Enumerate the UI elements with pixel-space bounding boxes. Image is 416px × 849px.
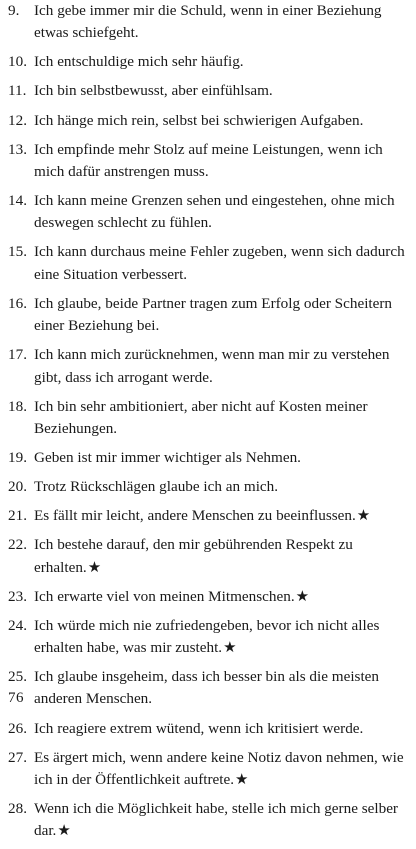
- statement-list: [8, 0, 408, 849]
- item-number: 24.: [8, 616, 27, 634]
- list-item: [8, 747, 408, 792]
- list-item: [8, 615, 408, 660]
- item-text: Ich kann durchaus meine Fehler zugeben, wenn sich dadurch eine Situation verbessert.: [34, 243, 405, 283]
- item-text: Es fällt mir leicht, andere Menschen zu beeinflussen.: [34, 507, 356, 525]
- list-item: [8, 505, 408, 527]
- item-text: Wenn ich die Möglichkeit habe, stelle ich mich gerne selber dar.: [34, 800, 398, 840]
- item-number: 13.: [8, 140, 27, 158]
- list-item: [8, 110, 408, 132]
- item-text: Ich glaube insgeheim, dass ich besser bin als die meisten anderen Menschen.: [34, 668, 380, 708]
- item-number: 25.: [8, 668, 27, 686]
- item-number: 19.: [8, 449, 27, 467]
- item-text: Ich entschuldige mich sehr häufig.: [34, 53, 244, 71]
- list-item: [8, 718, 408, 740]
- list-item: [8, 190, 408, 235]
- star-icon: ★: [223, 639, 237, 657]
- list-item: [8, 447, 408, 469]
- item-number: 10.: [8, 53, 27, 71]
- item-text: Ich bestehe darauf, den mir gebührenden Respekt zu erhalten.: [34, 536, 353, 576]
- item-text: Ich bin selbstbewusst, aber einfühlsam.: [34, 82, 273, 100]
- list-item: [8, 586, 408, 608]
- list-item: [8, 344, 408, 389]
- item-text: Ich kann meine Grenzen sehen und eingestehen, ohne mich deswegen schlecht zu fühlen.: [34, 192, 395, 232]
- item-number: 23.: [8, 587, 27, 605]
- item-number: 26.: [8, 719, 27, 737]
- item-number: 11.: [8, 82, 27, 100]
- item-number: 18.: [8, 397, 27, 415]
- list-item: [8, 293, 408, 338]
- item-number: 27.: [8, 748, 27, 766]
- item-text: Es ärgert mich, wenn andere keine Notiz davon nehmen, wie ich in der Öffentlichkeit auftrete.: [34, 748, 404, 788]
- page-number: 76: [8, 690, 24, 706]
- item-text: Ich empfinde mehr Stolz auf meine Leistungen, wenn ich mich dafür anstrengen muss.: [34, 140, 383, 180]
- item-text: Geben ist mir immer wichtiger als Nehmen.: [34, 449, 301, 467]
- item-number: 12.: [8, 111, 27, 129]
- list-item: [8, 798, 408, 843]
- item-number: 20.: [8, 478, 27, 496]
- item-text: Ich hänge mich rein, selbst bei schwierigen Aufgaben.: [34, 111, 364, 129]
- item-number: 14.: [8, 192, 27, 210]
- item-number: 15.: [8, 243, 27, 261]
- item-text: Ich würde mich nie zufriedengeben, bevor ich nicht alles erhalten habe, was mir zusteht.: [34, 616, 380, 657]
- item-text: Ich bin sehr ambitioniert, aber nicht auf Kosten meiner Beziehungen.: [34, 397, 368, 437]
- star-icon: ★: [57, 822, 71, 840]
- list-item: [8, 534, 408, 579]
- item-text: Ich kann mich zurücknehmen, wenn man mir zu verstehen gibt, dass ich arrogant werde.: [34, 346, 390, 386]
- item-number: 17.: [8, 346, 27, 364]
- item-text: Ich gebe immer mir die Schuld, wenn in einer Beziehung etwas schiefgeht.: [34, 2, 382, 42]
- item-number: 9.: [8, 2, 20, 19]
- item-text: Ich reagiere extrem wütend, wenn ich kritisiert werde.: [34, 719, 364, 737]
- star-icon: ★: [356, 507, 371, 525]
- list-item: [8, 0, 408, 45]
- item-number: 21.: [8, 507, 27, 525]
- item-number: 28.: [8, 800, 27, 818]
- list-item: [8, 51, 408, 73]
- item-text: Ich glaube, beide Partner tragen zum Erfolg oder Scheitern einer Beziehung bei.: [34, 294, 393, 335]
- list-item: [8, 396, 408, 441]
- star-icon: ★: [87, 558, 102, 576]
- item-number: 22.: [8, 536, 27, 554]
- star-icon: ★: [235, 770, 249, 788]
- list-item: [8, 80, 408, 102]
- list-item: [8, 241, 408, 286]
- item-number: 16.: [8, 294, 27, 312]
- item-text: Ich erwarte viel von meinen Mitmenschen.: [34, 587, 295, 605]
- list-item: [8, 476, 408, 498]
- list-item: [8, 666, 408, 711]
- item-text: Trotz Rückschlägen glaube ich an mich.: [34, 478, 279, 496]
- star-icon: ★: [295, 587, 310, 605]
- list-item: [8, 139, 408, 184]
